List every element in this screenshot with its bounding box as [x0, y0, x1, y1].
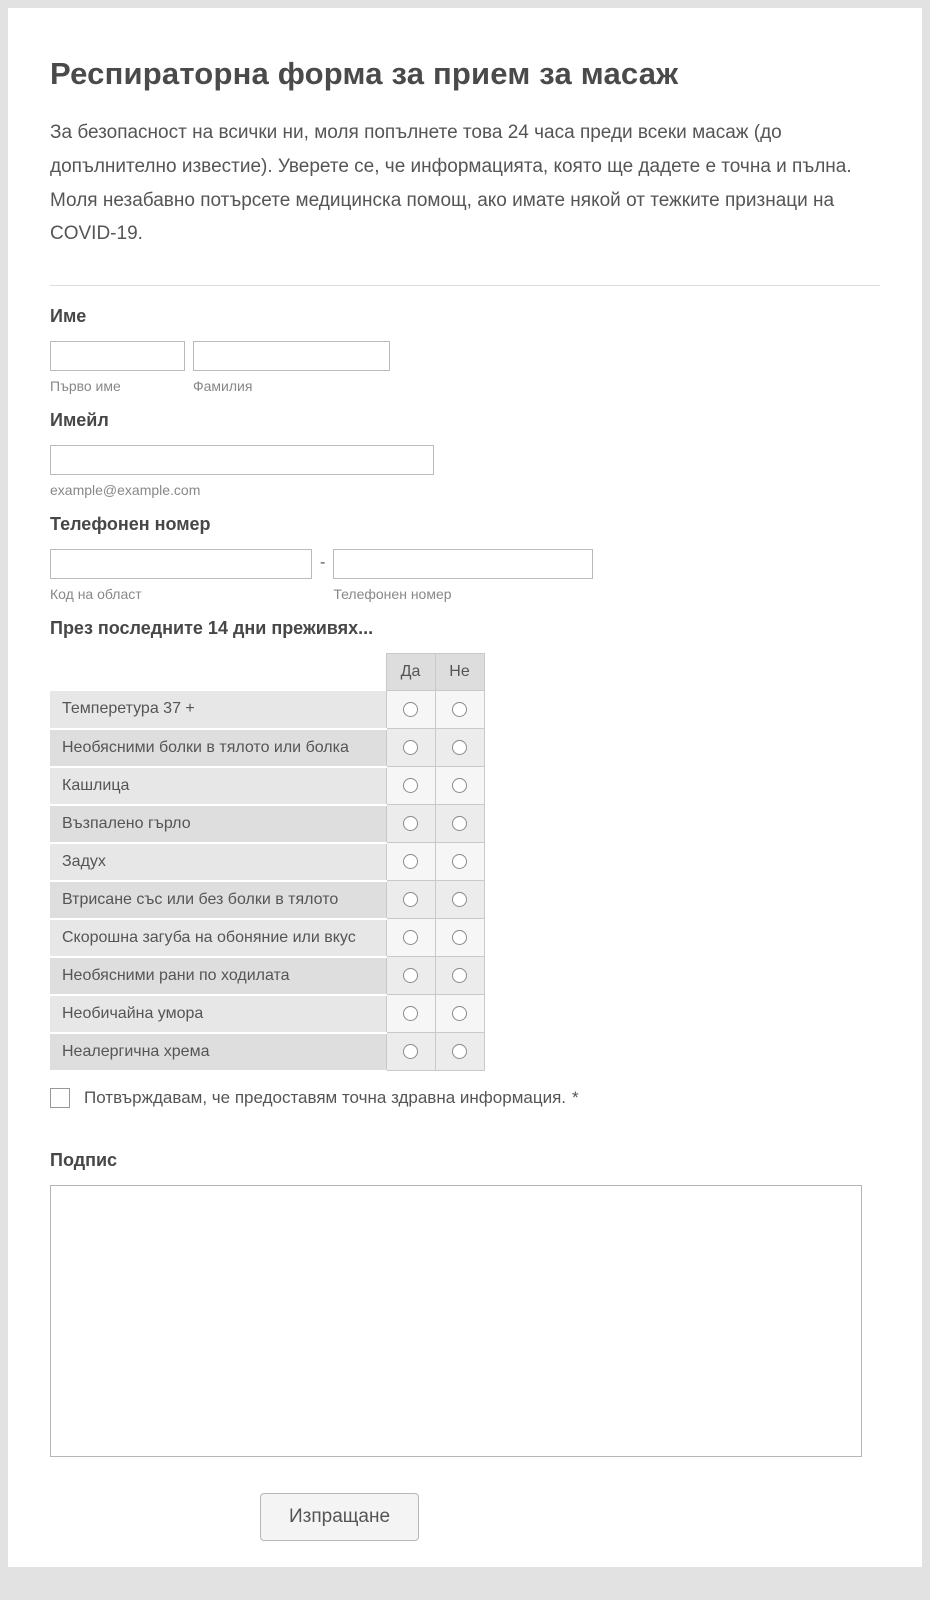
matrix-radio-no[interactable] — [452, 740, 467, 755]
matrix-row-label: Втрисане със или без болки в тялото — [50, 881, 386, 919]
matrix-row-label: Темперетура 37 + — [50, 691, 386, 729]
area-code-input[interactable] — [50, 549, 312, 579]
signature-field — [50, 1150, 880, 1457]
matrix-radio-no[interactable] — [452, 816, 467, 831]
matrix-row — [50, 805, 484, 843]
required-marker: * — [572, 1087, 579, 1107]
form-intro: За безопасност на всички ни, моля попълнете това 24 часа преди всеки масаж (до допълнително известие). Уверете се, че информацията, която ще дадете е точна и пълна. Моля незабавно потърсете медицинска помощ, ако имате някой от тежките признаци на COVID-19. — [50, 122, 852, 245]
phone-number-input[interactable] — [333, 549, 593, 579]
matrix-row-label: Възпалено гърло — [50, 805, 386, 843]
phone-number-group — [333, 549, 593, 602]
matrix-radio-yes[interactable] — [403, 930, 418, 945]
name-inputs-row — [50, 341, 880, 394]
matrix-radio-yes[interactable] — [403, 854, 418, 869]
email-field — [50, 410, 880, 498]
email-sublabel: example@example.com — [50, 482, 201, 499]
form-card — [8, 8, 922, 1567]
email-input-row — [50, 445, 880, 498]
matrix-header-row — [50, 654, 484, 691]
matrix-radio-no[interactable] — [452, 854, 467, 869]
form-title: Респираторна форма за прием за масаж — [50, 56, 679, 91]
first-name-sublabel: Първо име — [50, 378, 121, 395]
phone-field — [50, 514, 880, 602]
matrix-row — [50, 843, 484, 881]
matrix-row-label: Необясними рани по ходилата — [50, 957, 386, 995]
matrix-radio-yes[interactable] — [403, 740, 418, 755]
matrix-row-label: Неалергична хрема — [50, 1033, 386, 1071]
section-divider — [50, 285, 880, 286]
matrix-row — [50, 881, 484, 919]
matrix-radio-yes[interactable] — [403, 892, 418, 907]
matrix-radio-yes[interactable] — [403, 702, 418, 717]
matrix-row — [50, 691, 484, 729]
phone-separator: - — [320, 553, 326, 571]
matrix-radio-no[interactable] — [452, 1044, 467, 1059]
matrix-row — [50, 995, 484, 1033]
submit-row — [50, 1493, 880, 1541]
email-input[interactable] — [50, 445, 434, 475]
first-name-input[interactable] — [50, 341, 185, 371]
name-label: Име — [50, 306, 87, 327]
matrix-radio-yes[interactable] — [403, 1006, 418, 1021]
matrix-radio-no[interactable] — [452, 968, 467, 983]
signature-pad[interactable] — [50, 1185, 862, 1457]
matrix-row-label: Скорошна загуба на обоняние или вкус — [50, 919, 386, 957]
confirm-row — [50, 1088, 880, 1108]
phone-number-sublabel: Телефонен номер — [333, 586, 452, 603]
matrix-column-no: Не — [435, 654, 484, 691]
phone-label: Телефонен номер — [50, 514, 211, 535]
matrix-radio-no[interactable] — [452, 930, 467, 945]
matrix-column-yes: Да — [386, 654, 435, 691]
email-group — [50, 445, 434, 498]
confirm-label: Потвърждавам, че предоставям точна здравна информация. — [84, 1087, 566, 1107]
confirm-checkbox[interactable] — [50, 1088, 70, 1108]
matrix-row-label: Необичайна умора — [50, 995, 386, 1033]
matrix-radio-no[interactable] — [452, 1006, 467, 1021]
submit-button[interactable]: Изпращане — [260, 1493, 419, 1541]
last-name-sublabel: Фамилия — [193, 378, 253, 395]
matrix-radio-no[interactable] — [452, 778, 467, 793]
email-label: Имейл — [50, 410, 109, 431]
last-name-input[interactable] — [193, 341, 390, 371]
area-code-sublabel: Код на област — [50, 586, 142, 603]
matrix-row-label: Необясними болки в тялото или болка — [50, 729, 386, 767]
matrix-radio-yes[interactable] — [403, 816, 418, 831]
matrix-row-label: Задух — [50, 843, 386, 881]
matrix-row — [50, 767, 484, 805]
phone-inputs-row — [50, 549, 880, 602]
matrix-radio-no[interactable] — [452, 702, 467, 717]
matrix-row — [50, 1033, 484, 1071]
matrix-row — [50, 919, 484, 957]
symptom-matrix-table — [50, 653, 485, 1072]
matrix-row-label: Кашлица — [50, 767, 386, 805]
first-name-group — [50, 341, 185, 394]
symptom-matrix-field — [50, 618, 880, 1072]
symptom-matrix-label: През последните 14 дни преживях... — [50, 618, 374, 639]
matrix-radio-yes[interactable] — [403, 1044, 418, 1059]
name-field — [50, 306, 880, 394]
matrix-radio-yes[interactable] — [403, 778, 418, 793]
matrix-radio-no[interactable] — [452, 892, 467, 907]
last-name-group — [193, 341, 390, 394]
signature-label: Подпис — [50, 1149, 118, 1170]
area-code-group — [50, 549, 312, 602]
matrix-radio-yes[interactable] — [403, 968, 418, 983]
matrix-row — [50, 957, 484, 995]
matrix-corner-cell — [50, 654, 386, 691]
matrix-row — [50, 729, 484, 767]
